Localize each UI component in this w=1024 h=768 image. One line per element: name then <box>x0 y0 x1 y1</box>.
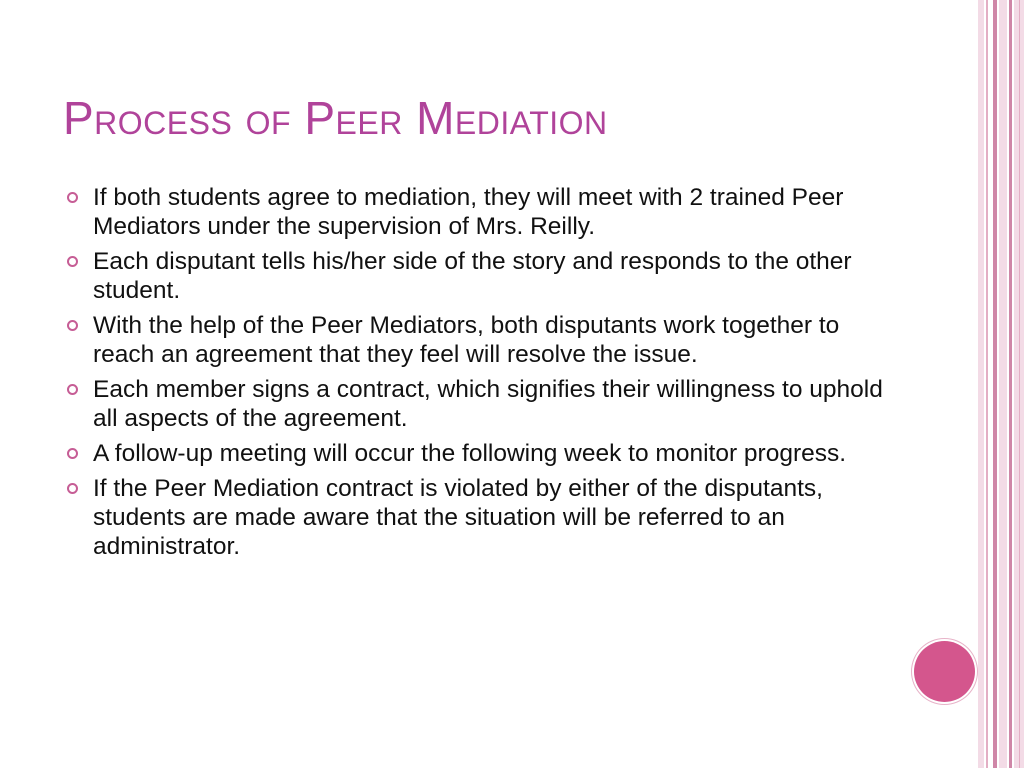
bullet-text: With the help of the Peer Mediators, both disputants work together to reach an agreement that they feel will resolve the issue. <box>93 312 840 368</box>
bullet-text: If both students agree to mediation, they will meet with 2 trained Peer Mediators under the supervision of Mrs. Reilly. <box>93 184 844 240</box>
hollow-circle-icon <box>67 483 78 494</box>
slide-title: Process of Peer Mediation <box>63 92 608 144</box>
hollow-circle-icon <box>67 256 78 267</box>
hollow-circle-icon <box>67 320 78 331</box>
hollow-circle-icon <box>67 448 78 459</box>
stripe-decoration <box>993 0 997 768</box>
bullet-item <box>64 439 884 468</box>
hollow-circle-icon <box>67 384 78 395</box>
bullet-item <box>64 183 884 241</box>
bullet-text: If the Peer Mediation contract is violated by either of the disputants, students are made aware that the situation will be referred to an administrator. <box>93 475 823 560</box>
pink-circle-icon <box>914 641 975 702</box>
stripe-decoration <box>978 0 984 768</box>
bullet-list <box>64 183 884 567</box>
stripe-decoration <box>986 0 988 768</box>
hollow-circle-icon <box>67 192 78 203</box>
stripe-decoration <box>999 0 1007 768</box>
bullet-text: A follow-up meeting will occur the following week to monitor progress. <box>93 440 847 467</box>
bullet-item <box>64 247 884 305</box>
bullet-item <box>64 375 884 433</box>
bullet-text: Each disputant tells his/her side of the story and responds to the other student. <box>93 248 852 304</box>
stripe-decoration <box>1019 0 1020 768</box>
stripe-decoration <box>1009 0 1012 768</box>
bullet-text: Each member signs a contract, which signifies their willingness to uphold all aspects of the agreement. <box>93 376 883 432</box>
bullet-item <box>64 474 884 561</box>
bullet-item <box>64 311 884 369</box>
